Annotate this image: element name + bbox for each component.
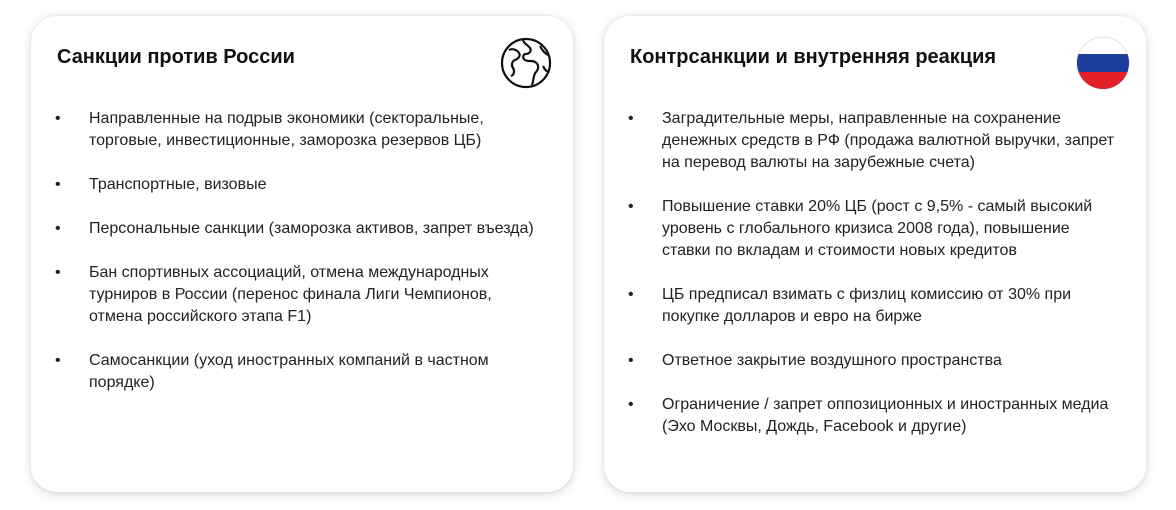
list-item: • Самосанкции (уход иностранных компаний в частном порядке) bbox=[55, 352, 489, 391]
sanctions-card-title: Санкции против России bbox=[57, 46, 295, 68]
list-item: • ЦБ предписал взимать с физлиц комиссию от 30% при покупке долларов и евро на бирже bbox=[628, 286, 1072, 325]
list-item: • Повышение ставки 20% ЦБ (рост с 9,5% - самый высокий уровень с глобального кризиса 2008 года), повышение ставки по вкладам и стоимости новых кредитов bbox=[628, 198, 1093, 259]
russia-flag-icon bbox=[1076, 36, 1130, 90]
list-item: • Направленные на подрыв экономики (секторальные, торговые, инвестиционные, заморозка резервов ЦБ) bbox=[55, 110, 484, 149]
sanctions-card bbox=[31, 16, 573, 492]
sanctions-list bbox=[55, 108, 545, 416]
list-item: • Бан спортивных ассоциаций, отмена международных турниров в России (перенос финала Лиги Чемпионов, отмена российского этапа F1) bbox=[55, 264, 492, 325]
globe-icon bbox=[499, 36, 553, 90]
countersanctions-card bbox=[604, 16, 1146, 492]
list-item: • Ответное закрытие воздушного пространства bbox=[628, 352, 1002, 369]
list-item: • Персональные санкции (заморозка активов, запрет въезда) bbox=[55, 220, 534, 237]
list-item: • Транспортные, визовые bbox=[55, 176, 267, 193]
countersanctions-card-title: Контрсанкции и внутренняя реакция bbox=[630, 46, 997, 68]
list-item: • Заградительные меры, направленные на сохранение денежных средств в РФ (продажа валютной выручки, запрет на перевод валюты на зарубежные счета) bbox=[628, 110, 1115, 171]
list-item: • Ограничение / запрет оппозиционных и иностранных медиа (Эхо Москвы, Дождь, Facebook и другие) bbox=[628, 396, 1109, 435]
countersanctions-list bbox=[628, 108, 1118, 460]
